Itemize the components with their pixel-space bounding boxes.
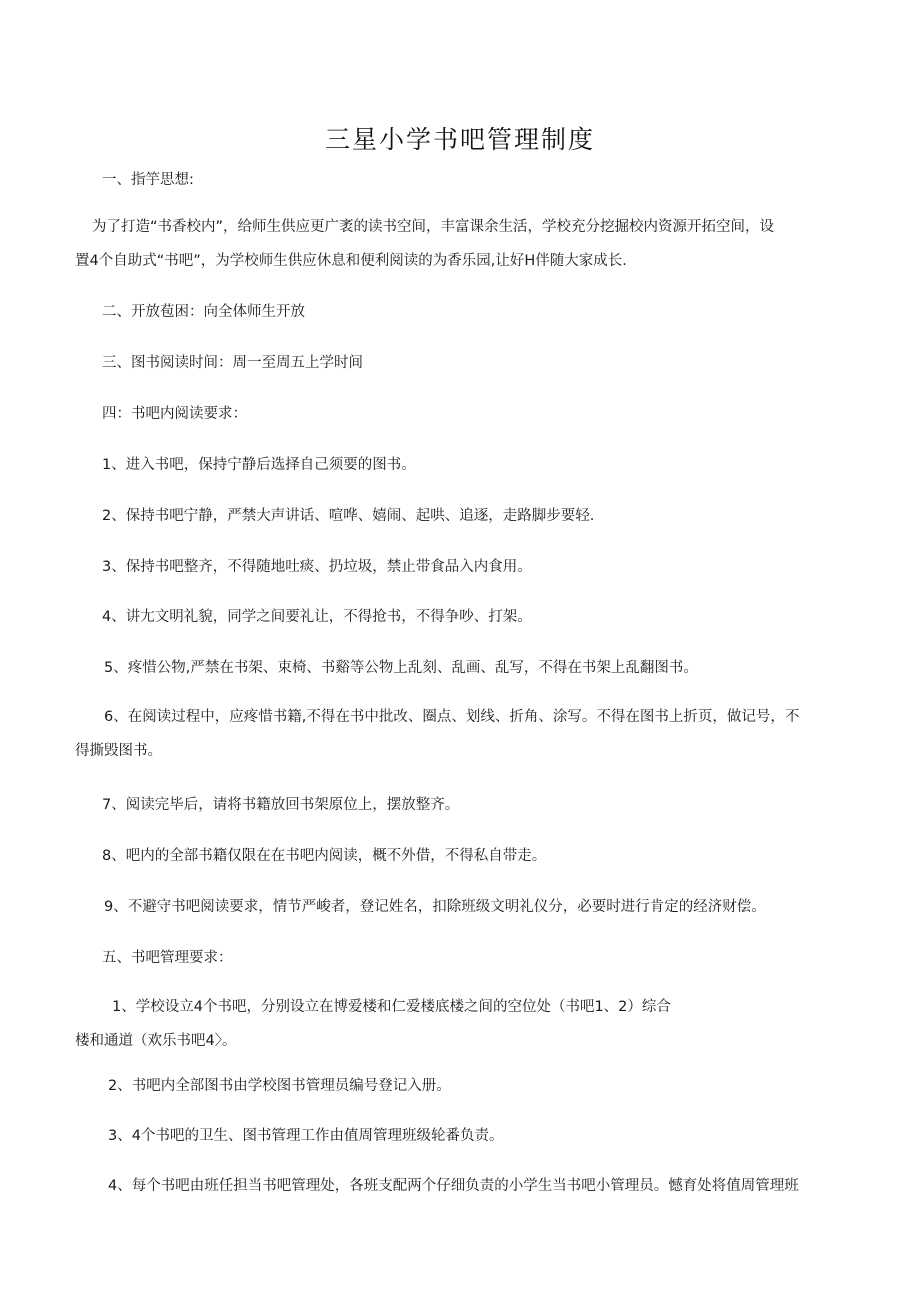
- management-rule-1-line-1: 1、学校设立4个书吧，分别设立在博爱楼和仁爱楼底楼之间的空位处（书吧1、2）综合: [112, 999, 671, 1015]
- section-scope: 二、开放苞困：向全体师生开放: [102, 304, 305, 320]
- management-rule-4: 4、每个书吧由班任担当书吧管理处，各班支配两个仔细负责的小学生当书吧小管理员。憾育处将值周管理班: [108, 1178, 799, 1194]
- reading-rule-4: 4、讲尢文明礼貌，同学之间要礼让，不得抢书，不得争吵、打架。: [102, 609, 532, 625]
- reading-rule-6-line-2: 得撕毁图书。: [75, 743, 162, 759]
- reading-rule-6-line-1: 6、在阅读过程中，应疼惜书籍,不得在书中批改、圈点、划线、折角、涂写。不得在图书上折页，做记号，不: [104, 709, 800, 725]
- management-rule-1: [75, 990, 850, 1058]
- management-rule-1-line-2: 楼和通道（欢乐书吧4〉。: [75, 1033, 237, 1049]
- section-time: 三、图书阅读时间：周一至周五上学时间: [102, 355, 363, 371]
- intro-line-2: 置4个自助式“书吧”，为学校师生供应休息和便利阅读的为香乐园,让好H伴随大家成长.: [75, 253, 627, 269]
- intro-paragraph: [75, 210, 850, 278]
- reading-rule-1: 1、进入书吧，保持宁静后选择自己须要的图书。: [102, 457, 416, 473]
- section-heading-reading: 四：书吧内阅读要求：: [102, 406, 247, 422]
- reading-rule-3: 3、保持书吧整齐，不得随地吐痰、扔垃圾，禁止带食品入内食用。: [102, 559, 532, 575]
- management-rule-2: 2、书吧内全部图书由学校图书管理员编号登记入册。: [108, 1078, 451, 1094]
- section-heading-guiding: 一、指竽思想:: [102, 172, 194, 188]
- reading-rule-2: 2、保持书吧宁静，严禁大声讲话、喧哗、嬉闹、起哄、追逐，走路脚步要轻.: [102, 508, 595, 524]
- reading-rule-6: [75, 700, 850, 768]
- reading-rule-7: 7、阅读完毕后，请将书籍放回书架原位上，摆放整齐。: [102, 797, 460, 813]
- section-heading-management: 五、书吧管理要求：: [102, 950, 233, 966]
- reading-rule-9: 9、不避守书吧阅读要求，情节严峻者，登记姓名，扣除班级文明礼仪分，必要时进行肯定的经济财偿。: [104, 899, 766, 915]
- reading-rule-5: 5、疼惜公物,严禁在书架、束椅、书谿等公物上乱刻、乱画、乱写，不得在书架上乱翻图书。: [104, 660, 698, 676]
- reading-rule-8: 8、吧内的全部书籍仅限在在书吧内阅读，概不外借，不得私自带走。: [102, 848, 547, 864]
- document-title: 三星小学书吧管理制度: [324, 125, 595, 154]
- intro-line-1: 为了打造“书香校内”，给师生供应更广袤的读书空间，丰富课余生活，学校充分挖掘校内资源开拓空间，设: [92, 219, 775, 235]
- management-rule-3: 3、4个书吧的卫生、图书管理工作由值周管理班级轮番负责。: [108, 1128, 504, 1144]
